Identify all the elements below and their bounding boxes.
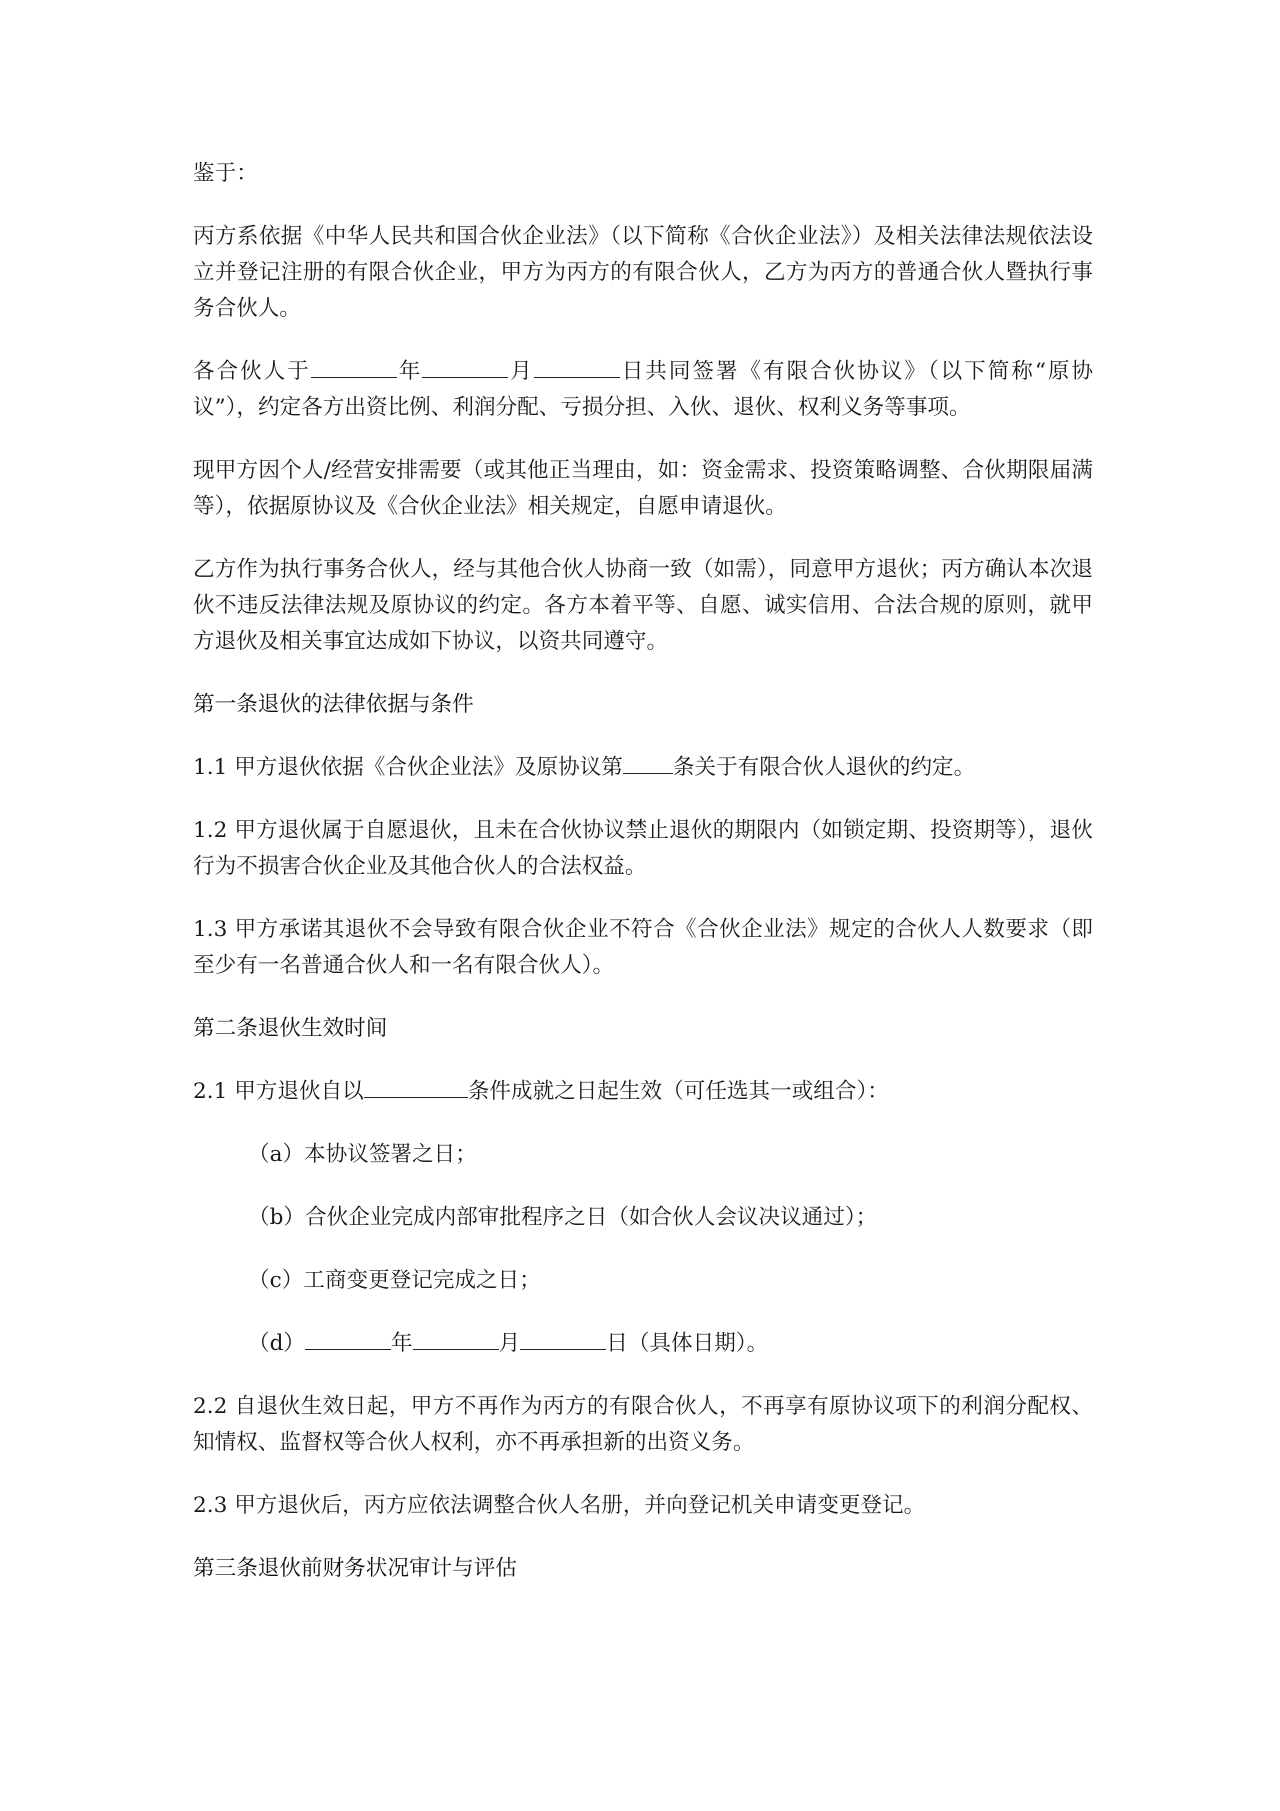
option-d-day-blank[interactable] (520, 1327, 606, 1350)
option-c: （c）工商变更登记完成之日； (248, 1268, 541, 1293)
recital-2-suffix: 日共同签署《有限合伙协议》（以下简称“原协议”），约定各方出资比例、利润分配、亏损分担、入伙、退伙、权利义务等事项。 (193, 359, 1093, 420)
clause-2-1-prefix: 2.1 甲方退伙自以 (193, 1079, 364, 1104)
option-d-prefix: （d） (248, 1331, 306, 1356)
month-blank[interactable] (422, 355, 508, 378)
clause-2-2: 2.2 自退伙生效日起，甲方不再作为丙方的有限合伙人，不再享有原协议项下的利润分配权、知情权、监督权等合伙人权利，亦不再承担新的出资义务。 (193, 1394, 1093, 1455)
recital-4: 乙方作为执行事务合伙人，经与其他合伙人协商一致（如需），同意甲方退伙；丙方确认本次退伙不违反法律法规及原协议的约定。各方本着平等、自愿、诚实信用、合法合规的原则，就甲方退伙及相关事宜达成如下协议，以资共同遵守。 (193, 557, 1093, 654)
whereas-label: 鉴于： (193, 161, 258, 186)
condition-blank[interactable] (364, 1075, 468, 1098)
option-d-year-label: 年 (391, 1331, 413, 1356)
option-d-month-blank[interactable] (413, 1327, 499, 1350)
article-2-title: 第二条退伙生效时间 (193, 1016, 388, 1041)
clause-2-1-suffix: 条件成就之日起生效（可任选其一或组合）： (467, 1079, 889, 1104)
recital-2-prefix: 各合伙人于 (193, 359, 311, 384)
option-d-month-label: 月 (498, 1331, 521, 1356)
document-page (193, 156, 1093, 1614)
recital-2 (193, 354, 1093, 426)
option-d-suffix: 日（具体日期）。 (606, 1331, 769, 1356)
year-blank[interactable] (311, 355, 397, 378)
clause-2-3: 2.3 甲方退伙后，丙方应依法调整合伙人名册，并向登记机关申请变更登记。 (193, 1493, 926, 1518)
month-label: 月 (508, 359, 534, 384)
recital-3: 现甲方因个人/经营安排需要（或其他正当理由，如：资金需求、投资策略调整、合伙期限届满等），依据原协议及《合伙企业法》相关规定，自愿申请退伙。 (193, 458, 1093, 519)
clause-1-3: 1.3 甲方承诺其退伙不会导致有限合伙企业不符合《合伙企业法》规定的合伙人人数要求（即至少有一名普通合伙人和一名有限合伙人）。 (193, 917, 1093, 978)
clause-1-1 (193, 750, 1093, 786)
clause-1-1-prefix: 1.1 甲方退伙依据《合伙企业法》及原协议第 (193, 755, 623, 780)
article-3-title: 第三条退伙前财务状况审计与评估 (193, 1556, 517, 1581)
day-blank[interactable] (534, 355, 620, 378)
clause-1-1-suffix: 条关于有限合伙人退伙的约定。 (672, 755, 976, 780)
recital-1: 丙方系依据《中华人民共和国合伙企业法》（以下简称《合伙企业法》）及相关法律法规依法设立并登记注册的有限合伙企业，甲方为丙方的有限合伙人，乙方为丙方的普通合伙人暨执行事务合伙人。 (193, 224, 1093, 321)
option-a: （a）本协议签署之日； (248, 1142, 477, 1167)
option-d-year-blank[interactable] (305, 1327, 391, 1350)
article-number-blank[interactable] (623, 751, 673, 774)
option-b: （b）合伙企业完成内部审批程序之日（如合伙人会议决议通过）； (248, 1205, 878, 1230)
article-1-title: 第一条退伙的法律依据与条件 (193, 692, 474, 717)
clause-1-2: 1.2 甲方退伙属于自愿退伙，且未在合伙协议禁止退伙的期限内（如锁定期、投资期等），退伙行为不损害合伙企业及其他合伙人的合法权益。 (193, 818, 1093, 879)
year-label: 年 (396, 359, 423, 384)
option-d (248, 1326, 1093, 1362)
clause-2-1 (193, 1074, 1093, 1110)
